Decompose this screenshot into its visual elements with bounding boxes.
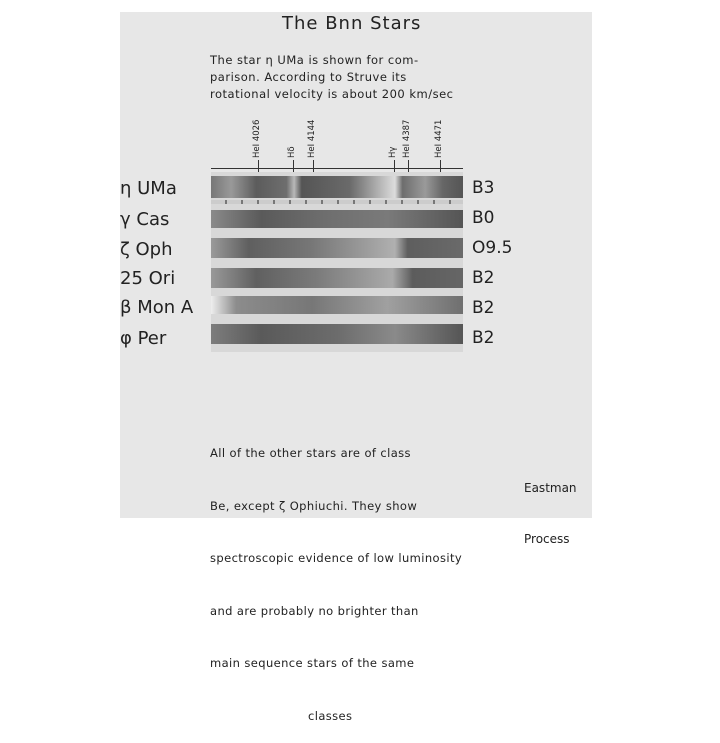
line-tick <box>394 160 395 172</box>
line-tick <box>258 160 259 172</box>
spectral-class-gamma-cas: B0 <box>472 208 495 228</box>
spectral-class-25-ori: B2 <box>472 268 495 288</box>
line-label-hei-4471: HeI 4471 <box>434 119 444 158</box>
closing-line: main sequence stars of the same <box>210 656 415 670</box>
spectral-class-eta-uma: B3 <box>472 178 495 198</box>
spectral-class-beta-mon-a: B2 <box>472 298 495 318</box>
tick-baseline <box>211 168 463 169</box>
process-note <box>524 446 577 565</box>
line-label-hei-4387: HeI 4387 <box>402 119 412 158</box>
line-label-h-gamma: Hγ <box>388 146 398 158</box>
line-label-hei-4144: HeI 4144 <box>307 119 317 158</box>
closing-line: Be, except ζ Ophiuchi. They show <box>210 498 418 513</box>
star-name-beta-mon-a: β Mon A <box>120 297 194 318</box>
line-label-hei-4026: HeI 4026 <box>252 119 262 158</box>
line-tick <box>293 160 294 172</box>
closing-line: and are probably no brighter than <box>210 603 419 618</box>
line-tick <box>313 160 314 172</box>
intro-text <box>210 52 454 103</box>
spectrum-25-ori <box>211 268 463 288</box>
comparison-lines <box>211 200 463 204</box>
spectrum-zeta-oph <box>211 238 463 258</box>
closing-line: classes <box>308 708 353 723</box>
intro-line: parison. According to Struve its <box>210 70 407 84</box>
process-line: Eastman <box>524 481 577 495</box>
star-name-25-ori: 25 Ori <box>120 268 176 289</box>
process-line: Process <box>524 532 570 546</box>
line-tick <box>440 160 441 172</box>
spectrum-eta-uma <box>211 176 463 198</box>
line-label-h-delta: Hδ <box>287 146 297 158</box>
line-tick <box>408 160 409 172</box>
spectral-class-zeta-oph: O9.5 <box>472 238 513 258</box>
closing-text <box>210 410 462 743</box>
spectral-class-phi-per: B2 <box>472 328 495 348</box>
spectrum-plate <box>211 172 463 352</box>
star-name-phi-per: φ Per <box>120 328 167 349</box>
spectrum-beta-mon-a <box>211 296 463 314</box>
page-title: The Bnn Stars <box>282 13 422 34</box>
intro-line: rotational velocity is about 200 km/sec <box>210 87 454 101</box>
spectrum-phi-per <box>211 324 463 344</box>
star-name-gamma-cas: γ Cas <box>120 209 170 230</box>
star-name-eta-uma: η UMa <box>120 178 177 199</box>
closing-line: spectroscopic evidence of low luminosity <box>210 551 463 565</box>
spectrum-gamma-cas <box>211 210 463 228</box>
closing-line: All of the other stars are of class <box>210 446 411 460</box>
intro-line: The star η UMa is shown for com- <box>210 53 419 67</box>
star-name-zeta-oph: ζ Oph <box>120 239 173 260</box>
